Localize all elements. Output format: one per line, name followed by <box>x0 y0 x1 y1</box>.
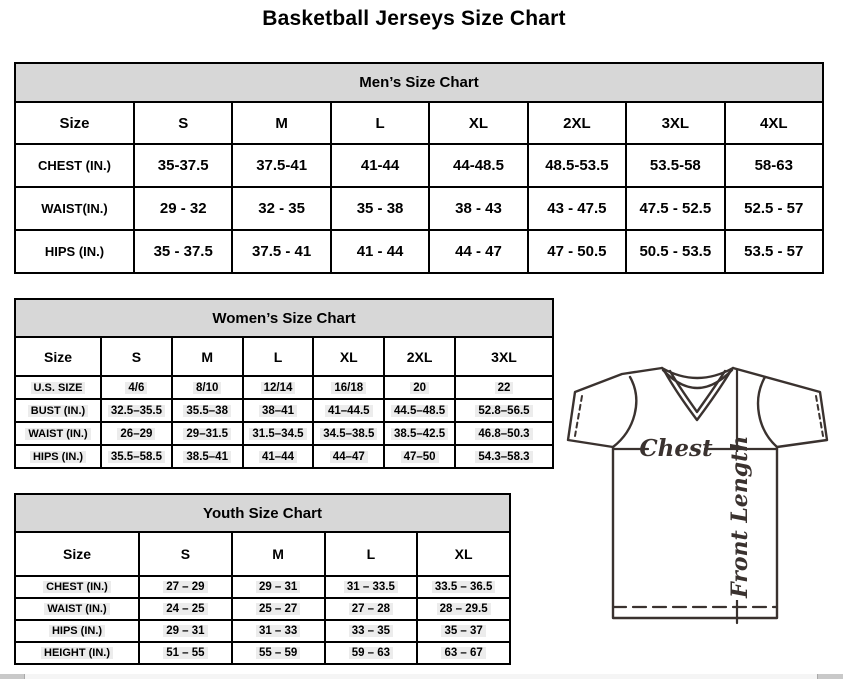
cell-text: 16/18 <box>331 382 366 394</box>
cell-text: U.S. SIZE <box>31 382 86 394</box>
cell-text: 53.5 - 57 <box>744 243 804 260</box>
cell-text: 29 – 31 <box>163 625 207 637</box>
right-armhole-seam <box>758 377 777 447</box>
cell-text: 33.5 – 36.5 <box>432 581 496 593</box>
table-cell <box>232 230 330 273</box>
row-label <box>15 445 101 468</box>
header-row <box>15 337 553 376</box>
table-cell <box>232 144 330 187</box>
table-cell <box>101 445 172 468</box>
table-row <box>15 230 823 273</box>
jersey-outline-path <box>568 368 827 618</box>
table-row <box>15 620 510 642</box>
youth-size-chart-title: Youth Size Chart <box>14 493 511 533</box>
table-cell <box>626 230 724 273</box>
table-cell <box>101 376 172 399</box>
cell-text: 35.5–58.5 <box>108 451 165 463</box>
womens-size-chart-title: Women’s Size Chart <box>14 298 554 338</box>
table-row <box>15 187 823 230</box>
cell-text: M <box>272 546 284 562</box>
table-cell <box>384 422 455 445</box>
table-cell <box>384 445 455 468</box>
table-row <box>15 376 553 399</box>
scrollbar-thumb[interactable] <box>0 674 25 679</box>
table-row <box>15 422 553 445</box>
table-cell <box>243 399 314 422</box>
cell-text: 35 - 37.5 <box>153 243 213 260</box>
row-label <box>15 620 139 642</box>
table-cell <box>313 399 384 422</box>
table-cell <box>528 230 626 273</box>
table-cell <box>417 620 510 642</box>
cell-text: 63 – 67 <box>441 647 485 659</box>
table-cell <box>101 422 172 445</box>
front-length-label: Front Length <box>727 435 753 598</box>
row-label <box>15 230 134 273</box>
cell-text: HIPS (IN.) <box>49 625 105 637</box>
cell-text: 38.5–41 <box>183 451 231 463</box>
cell-text: 31.5–34.5 <box>249 428 306 440</box>
cell-text: 47–50 <box>401 451 439 463</box>
cell-text: 31 – 33 <box>256 625 300 637</box>
column-header <box>325 532 418 576</box>
row-label <box>15 422 101 445</box>
table-cell <box>313 422 384 445</box>
cell-text: HIPS (IN.) <box>44 244 105 259</box>
row-label <box>15 376 101 399</box>
cell-text: Size <box>62 546 91 562</box>
cell-text: XL <box>468 114 489 132</box>
table-cell <box>528 187 626 230</box>
cell-text: 35 - 38 <box>356 200 404 217</box>
cell-text: 37.5-41 <box>256 157 308 174</box>
mens-size-chart-title: Men’s Size Chart <box>14 62 824 103</box>
cell-text: S <box>178 114 189 132</box>
table-cell <box>417 598 510 620</box>
table-row <box>15 445 553 468</box>
cell-text: 8/10 <box>193 382 221 394</box>
cell-text: 41–44.5 <box>325 405 373 417</box>
header-row <box>15 532 510 576</box>
row-label <box>15 187 134 230</box>
cell-text: 51 – 55 <box>163 647 207 659</box>
cell-text: 35.5–38 <box>183 405 231 417</box>
table-row <box>15 598 510 620</box>
table-cell <box>325 620 418 642</box>
table-cell <box>243 376 314 399</box>
horizontal-scrollbar[interactable] <box>0 674 843 679</box>
cell-text: 28 – 29.5 <box>437 603 491 615</box>
table-cell <box>232 598 325 620</box>
cell-text: L <box>375 114 385 132</box>
table-cell <box>139 642 232 664</box>
table-cell <box>429 187 527 230</box>
column-header <box>528 102 626 144</box>
table-cell <box>455 399 553 422</box>
youth-size-table <box>14 531 511 665</box>
cell-text: 44 - 47 <box>455 243 502 260</box>
cell-text: 47 - 50.5 <box>547 243 607 260</box>
column-header <box>725 102 823 144</box>
cell-text: 48.5-53.5 <box>545 157 609 174</box>
table-cell <box>325 576 418 598</box>
column-header <box>455 337 553 376</box>
cell-text: 41 - 44 <box>356 243 404 260</box>
table-cell <box>134 187 232 230</box>
cell-text: S <box>131 348 142 365</box>
column-header <box>384 337 455 376</box>
jersey-measurement-diagram <box>555 360 843 662</box>
cell-text: HIPS (IN.) <box>30 451 86 463</box>
page-title: Basketball Jerseys Size Chart <box>262 7 566 30</box>
table-cell <box>725 230 823 273</box>
cell-text: HEIGHT (IN.) <box>41 647 113 659</box>
cell-text: XL <box>339 348 358 365</box>
cell-text: 29–31.5 <box>183 428 231 440</box>
column-header <box>626 102 724 144</box>
cell-text: WAIST (IN.) <box>25 428 90 440</box>
column-header <box>101 337 172 376</box>
cell-text: 38.5–42.5 <box>391 428 448 440</box>
cell-text: Size <box>59 114 90 132</box>
cell-text: 37.5 - 41 <box>252 243 312 260</box>
cell-text: 25 – 27 <box>256 603 300 615</box>
table-cell <box>139 620 232 642</box>
cell-text: 26–29 <box>117 428 155 440</box>
chest-label: Chest <box>639 435 713 462</box>
cell-text: 47.5 - 52.5 <box>639 200 712 217</box>
column-header <box>15 337 101 376</box>
cell-text: WAIST(IN.) <box>41 201 108 216</box>
youth-size-chart <box>14 493 511 665</box>
table-row <box>15 576 510 598</box>
table-cell <box>243 445 314 468</box>
row-label <box>15 598 139 620</box>
left-sleeve-dash <box>575 396 582 436</box>
cell-text: 58-63 <box>754 157 793 174</box>
scrollbar-right-button[interactable] <box>817 674 843 679</box>
column-header <box>331 102 429 144</box>
table-cell <box>134 144 232 187</box>
column-header <box>15 532 139 576</box>
cell-text: 52.5 - 57 <box>744 200 804 217</box>
cell-text: 29 – 31 <box>256 581 300 593</box>
cell-text: WAIST (IN.) <box>44 603 109 615</box>
table-cell <box>429 230 527 273</box>
cell-text: 2XL <box>563 114 591 132</box>
cell-text: 27 – 28 <box>349 603 393 615</box>
cell-text: Size <box>43 348 72 365</box>
womens-size-table <box>14 336 554 469</box>
cell-text: 53.5-58 <box>649 157 701 174</box>
table-cell <box>313 445 384 468</box>
cell-text: M <box>275 114 288 132</box>
table-cell <box>313 376 384 399</box>
table-row <box>15 399 553 422</box>
table-cell <box>725 187 823 230</box>
column-header <box>232 102 330 144</box>
cell-text: 54.3–58.3 <box>475 451 532 463</box>
table-cell <box>134 230 232 273</box>
table-cell <box>417 576 510 598</box>
cell-text: 38 - 43 <box>455 200 502 217</box>
cell-text: 27 – 29 <box>163 581 207 593</box>
table-cell <box>331 144 429 187</box>
left-armhole-seam <box>613 377 636 447</box>
table-cell <box>429 144 527 187</box>
table-cell <box>325 642 418 664</box>
table-cell <box>139 598 232 620</box>
cell-text: XL <box>454 546 473 562</box>
cell-text: 41–44 <box>259 451 297 463</box>
cell-text: BUST (IN.) <box>28 405 88 417</box>
table-cell <box>528 144 626 187</box>
column-header <box>429 102 527 144</box>
column-header <box>313 337 384 376</box>
cell-text: CHEST (IN.) <box>38 158 111 173</box>
cell-text: CHEST (IN.) <box>43 581 111 593</box>
table-cell <box>172 445 243 468</box>
header-row <box>15 102 823 144</box>
cell-text: 50.5 - 53.5 <box>639 243 712 260</box>
table-cell <box>455 445 553 468</box>
table-cell <box>101 399 172 422</box>
cell-text: 32 - 35 <box>258 200 305 217</box>
table-cell <box>172 399 243 422</box>
cell-text: 38–41 <box>259 405 297 417</box>
cell-text: 31 – 33.5 <box>344 581 398 593</box>
column-header <box>15 102 134 144</box>
cell-text: 44.5–48.5 <box>391 405 448 417</box>
cell-text: 35-37.5 <box>157 157 209 174</box>
cell-text: L <box>366 546 376 562</box>
cell-text: 29 - 32 <box>159 200 207 217</box>
table-cell <box>455 422 553 445</box>
row-label <box>15 642 139 664</box>
cell-text: 2XL <box>406 348 433 365</box>
mens-size-table <box>14 101 824 274</box>
cell-text: 4/6 <box>125 382 147 394</box>
cell-text: 12/14 <box>261 382 296 394</box>
cell-text: M <box>201 348 214 365</box>
column-header <box>139 532 232 576</box>
table-cell <box>139 576 232 598</box>
row-label <box>15 399 101 422</box>
row-label <box>15 144 134 187</box>
cell-text: 46.8–50.3 <box>475 428 532 440</box>
cell-text: 20 <box>410 382 429 394</box>
table-cell <box>626 187 724 230</box>
cell-text: 3XL <box>661 114 690 132</box>
cell-text: 4XL <box>760 114 788 132</box>
column-header <box>243 337 314 376</box>
table-cell <box>417 642 510 664</box>
cell-text: 55 – 59 <box>256 647 300 659</box>
table-row <box>15 144 823 187</box>
cell-text: 52.8–56.5 <box>475 405 532 417</box>
column-header <box>134 102 232 144</box>
column-header <box>417 532 510 576</box>
cell-text: L <box>273 348 283 365</box>
table-cell <box>243 422 314 445</box>
column-header <box>172 337 243 376</box>
table-row <box>15 642 510 664</box>
table-cell <box>232 642 325 664</box>
table-cell <box>172 376 243 399</box>
table-cell <box>725 144 823 187</box>
table-cell <box>455 376 553 399</box>
table-cell <box>384 399 455 422</box>
cell-text: 3XL <box>491 348 517 365</box>
womens-size-chart <box>14 298 554 469</box>
cell-text: 35 – 37 <box>441 625 485 637</box>
table-cell <box>232 187 330 230</box>
table-cell <box>232 620 325 642</box>
table-cell <box>626 144 724 187</box>
cell-text: 32.5–35.5 <box>108 405 165 417</box>
table-cell <box>232 576 325 598</box>
cell-text: 44–47 <box>330 451 368 463</box>
cell-text: 33 – 35 <box>349 625 393 637</box>
cell-text: 41-44 <box>360 157 400 174</box>
cell-text: 34.5–38.5 <box>320 428 377 440</box>
table-cell <box>331 230 429 273</box>
row-label <box>15 576 139 598</box>
cell-text: 44-48.5 <box>453 157 504 174</box>
cell-text: 59 – 63 <box>349 647 393 659</box>
cell-text: 24 – 25 <box>163 603 207 615</box>
table-cell <box>331 187 429 230</box>
mens-size-chart <box>14 62 824 274</box>
cell-text: 22 <box>495 382 514 394</box>
cell-text: 43 - 47.5 <box>547 200 607 217</box>
column-header <box>232 532 325 576</box>
table-cell <box>325 598 418 620</box>
table-cell <box>172 422 243 445</box>
table-cell <box>384 376 455 399</box>
cell-text: S <box>180 546 191 562</box>
